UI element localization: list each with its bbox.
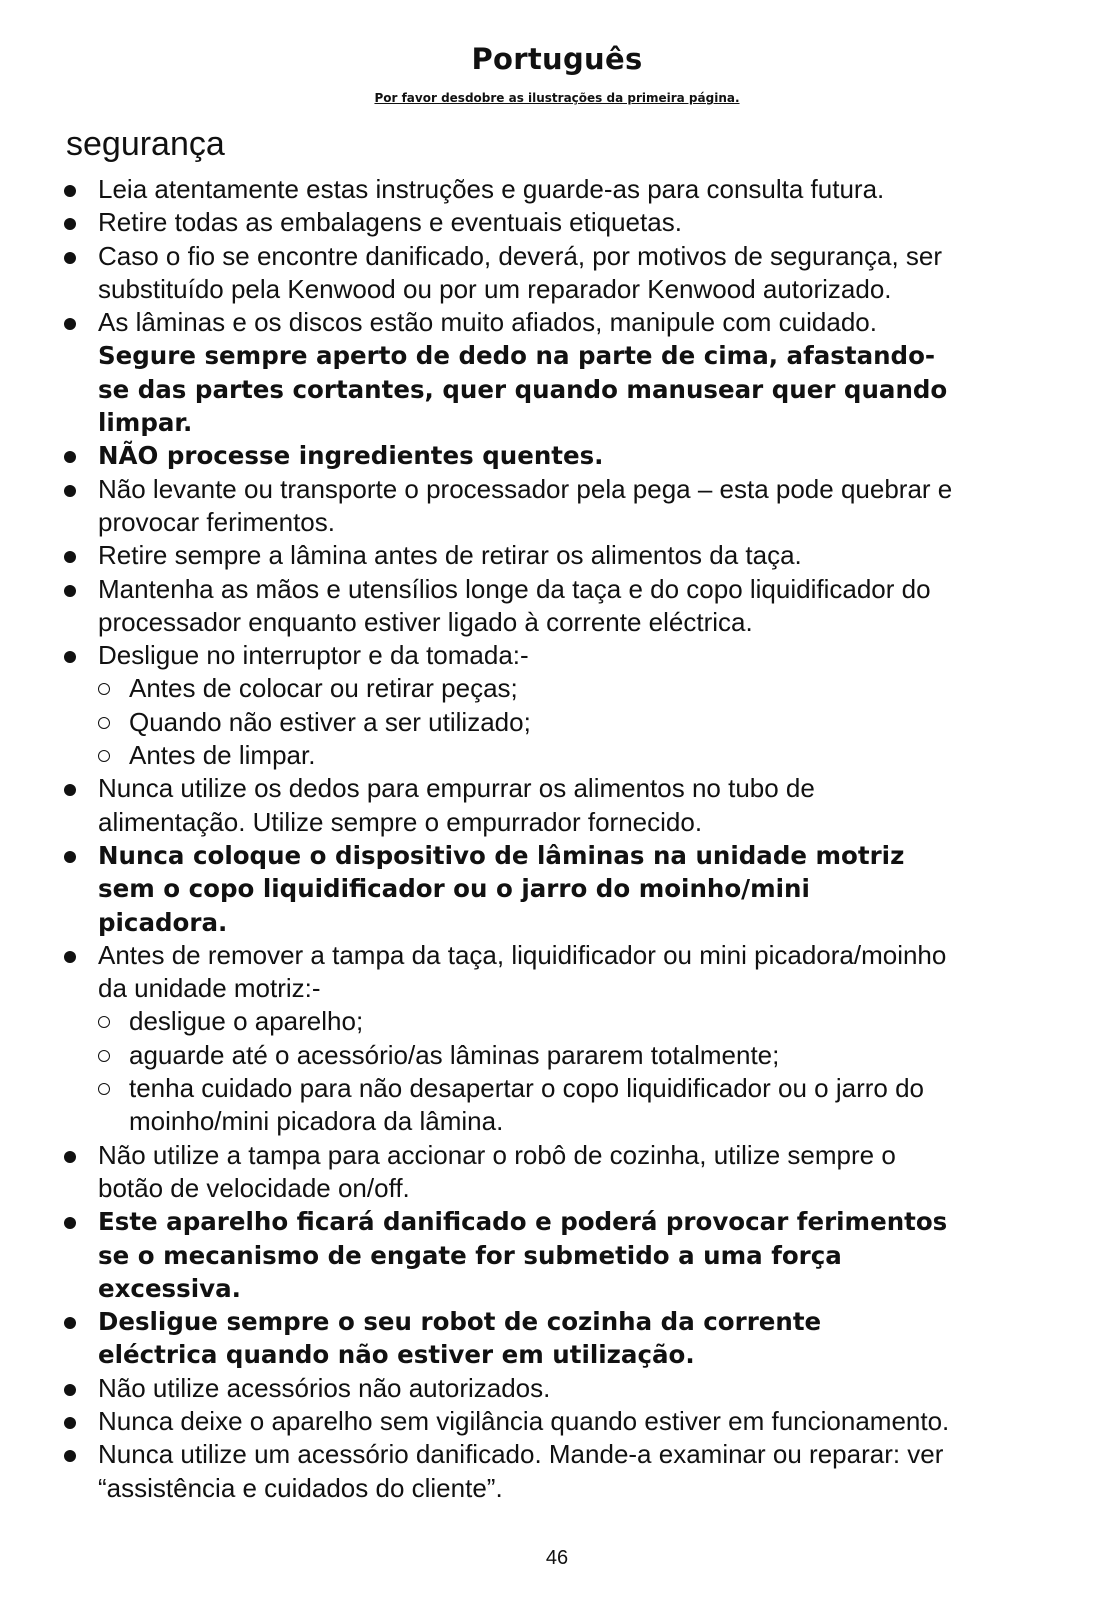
item-text-line: Leia atentamente estas instruções e guarde-as para consulta futura.: [98, 174, 885, 204]
sub-list-item: [60, 706, 1065, 739]
list-item: [60, 1438, 1065, 1505]
section-title: segurança: [66, 125, 225, 163]
bullet-icon: [64, 252, 76, 264]
sub-list-item: [60, 739, 1065, 772]
list-item: [60, 173, 1065, 206]
item-text-line: substituído pela Kenwood ou por um reparador Kenwood autorizado.: [98, 273, 892, 304]
unfold-instruction: Por favor desdobre as ilustrações da primeira página.: [374, 91, 740, 105]
bullet-icon: [64, 651, 76, 663]
item-text-line: Não levante ou transporte o processador pela pega – esta pode quebrar e: [98, 473, 953, 504]
bullet-icon: [64, 1151, 76, 1163]
bullet-icon: [64, 1317, 76, 1329]
item-text-line: Quando não estiver a ser utilizado;: [129, 706, 531, 737]
item-text-line: limpar.: [98, 408, 193, 438]
bullet-icon: [64, 218, 76, 230]
item-text-line: aguarde até o acessório/as lâminas pararem totalmente;: [129, 1039, 780, 1070]
item-text-line: Nunca deixe o aparelho sem vigilância quando estiver em funcionamento.: [98, 1405, 950, 1436]
item-text-line: Segure sempre aperto de dedo na parte de cima, afastando-: [98, 341, 936, 371]
hollow-bullet-icon: [98, 750, 110, 762]
bullet-icon: [64, 585, 76, 597]
item-text-line: picadora.: [98, 907, 228, 937]
list-item: [60, 839, 1065, 939]
item-text-line: “assistência e cuidados do cliente”.: [98, 1472, 503, 1503]
hollow-bullet-icon: [98, 683, 110, 695]
sub-list-item: [60, 1072, 1065, 1139]
item-text-line: se o mecanismo de engate for submetido a uma força: [98, 1240, 842, 1270]
hollow-bullet-icon: [98, 717, 110, 729]
list-item: [60, 1205, 1065, 1305]
bullet-icon: [64, 1217, 76, 1229]
bullet-icon: [64, 485, 76, 497]
item-text-line: excessiva.: [98, 1273, 241, 1303]
item-text-line: Desligue sempre o seu robot de cozinha da corrente: [98, 1307, 822, 1337]
list-item: [60, 240, 1065, 307]
item-text-line: Antes de remover a tampa da taça, liquidificador ou mini picadora/moinho: [98, 939, 947, 970]
item-text-line: Antes de colocar ou retirar peças;: [129, 673, 518, 704]
list-item: [60, 1372, 1065, 1405]
item-text-line: provocar ferimentos.: [98, 506, 335, 537]
list-item: [60, 539, 1065, 572]
list-item-continuation: [60, 339, 1065, 439]
item-text-line: desligue o aparelho;: [129, 1006, 364, 1037]
list-item: [60, 772, 1065, 839]
item-text-line: Não utilize a tampa para accionar o robô de cozinha, utilize sempre o: [98, 1139, 896, 1170]
hollow-bullet-icon: [98, 1050, 110, 1062]
bullet-icon: [64, 851, 76, 863]
item-text-line: alimentação. Utilize sempre o empurrador fornecido.: [98, 806, 703, 837]
hollow-bullet-icon: [98, 1083, 110, 1095]
list-item: [60, 439, 1065, 472]
list-item: [60, 206, 1065, 239]
hollow-bullet-icon: [98, 1016, 110, 1028]
sub-list-item: [60, 1005, 1065, 1038]
list-item: [60, 1305, 1065, 1372]
item-text-line: Retire todas as embalagens e eventuais etiquetas.: [98, 207, 682, 238]
list-item: [60, 939, 1065, 1006]
bullet-icon: [64, 1384, 76, 1396]
bullet-icon: [64, 451, 76, 463]
item-text-line: Mantenha as mãos e utensílios longe da taça e do copo liquidificador do: [98, 573, 931, 604]
item-text-line: botão de velocidade on/off.: [98, 1172, 410, 1203]
item-text-line: sem o copo liquidificador ou o jarro do moinho/mini: [98, 874, 810, 904]
sub-list-item: [60, 672, 1065, 705]
item-text-line: Este aparelho ficará danificado e poderá provocar ferimentos: [98, 1207, 948, 1237]
list-item: [60, 1405, 1065, 1438]
item-text-line: NÃO processe ingredientes quentes.: [98, 441, 604, 471]
item-text-line: Caso o fio se encontre danificado, deverá, por motivos de segurança, ser: [98, 240, 943, 271]
bullet-icon: [64, 784, 76, 796]
item-text-line: Retire sempre a lâmina antes de retirar os alimentos da taça.: [98, 540, 802, 571]
item-text-line: se das partes cortantes, quer quando manusear quer quando: [98, 374, 948, 404]
list-item: [60, 573, 1065, 640]
bullet-icon: [64, 185, 76, 197]
item-text-line: Não utilize acessórios não autorizados.: [98, 1372, 551, 1403]
bullet-icon: [64, 551, 76, 563]
language-title: Português: [471, 42, 643, 76]
item-text-line: Nunca utilize os dedos para empurrar os alimentos no tubo de: [98, 773, 815, 804]
item-text-line: eléctrica quando não estiver em utilização.: [98, 1340, 695, 1370]
item-text-line: As lâminas e os discos estão muito afiados, manipule com cuidado.: [98, 307, 877, 338]
item-text-line: Desligue no interruptor e da tomada:-: [98, 640, 529, 671]
item-text-line: processador enquanto estiver ligado à corrente eléctrica.: [98, 606, 753, 637]
item-text-line: Nunca coloque o dispositivo de lâminas na unidade motriz: [98, 840, 905, 870]
list-item: [60, 639, 1065, 672]
bullet-icon: [64, 951, 76, 963]
bullet-icon: [64, 1417, 76, 1429]
item-text-line: Nunca utilize um acessório danificado. Mande-a examinar ou reparar: ver: [98, 1439, 944, 1470]
sub-list-item: [60, 1039, 1065, 1072]
bullet-icon: [64, 1450, 76, 1462]
safety-list: [60, 173, 1065, 1505]
list-item: [60, 1139, 1065, 1206]
item-text-line: Antes de limpar.: [129, 740, 316, 771]
bullet-icon: [64, 318, 76, 330]
item-text-line: moinho/mini picadora da lâmina.: [129, 1106, 504, 1137]
list-item: [60, 473, 1065, 540]
list-item: [60, 306, 1065, 339]
page-number: 46: [545, 1547, 569, 1569]
item-text-line: da unidade motriz:-: [98, 973, 321, 1004]
item-text-line: tenha cuidado para não desapertar o copo liquidificador ou o jarro do: [129, 1073, 924, 1104]
